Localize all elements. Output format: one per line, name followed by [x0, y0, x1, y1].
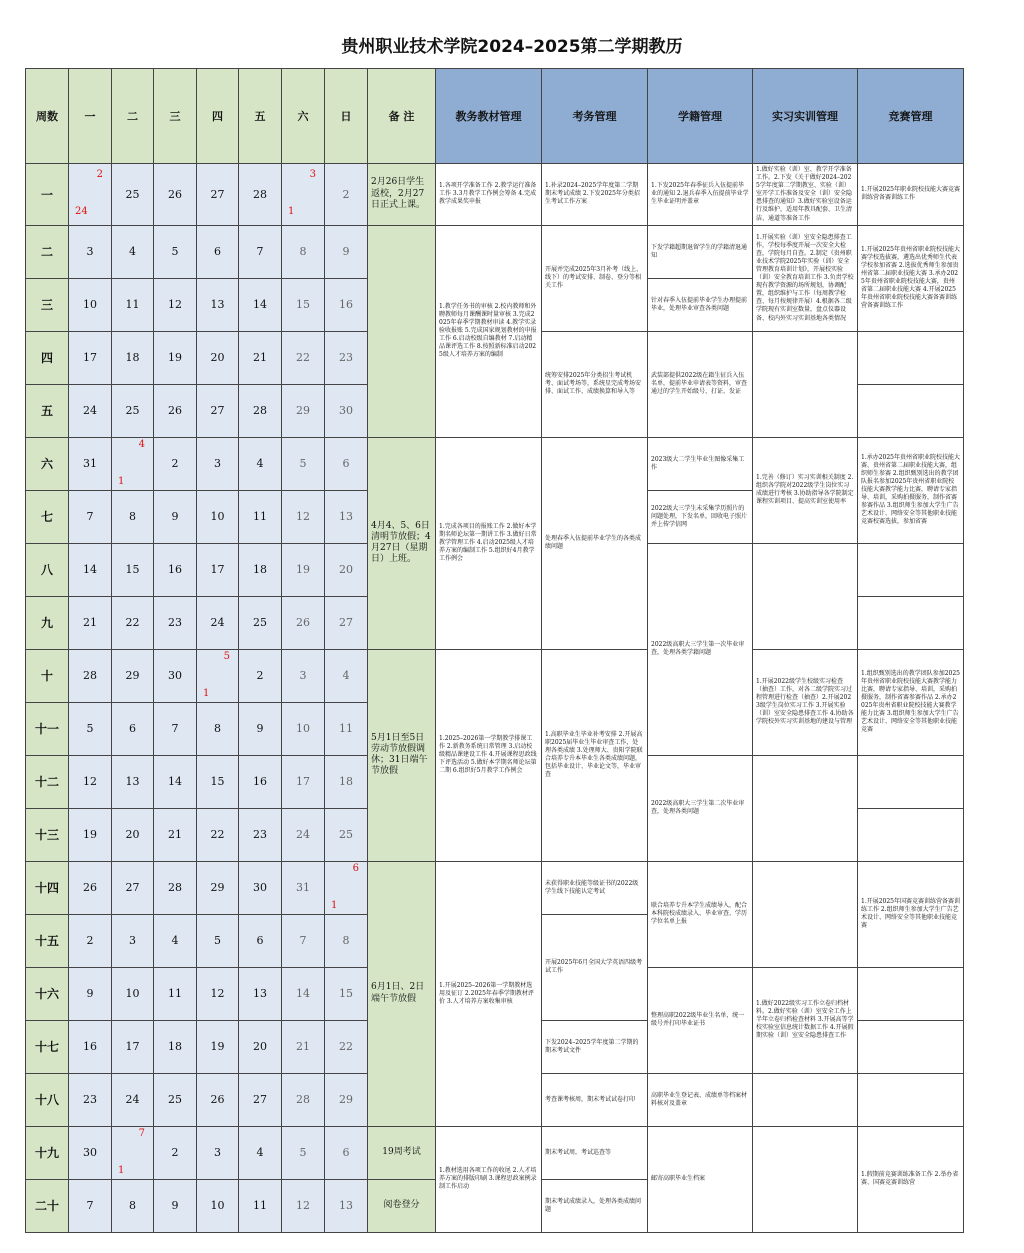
jingsai-cell: 1.承办2025年贵州省职业院校技能大赛、贵州省第二届职业技能大赛，组织师生参赛 2.组织甄别选出的教学团队报名参加2025年贵州省职业院校技能大赛教学能力比赛，聘请专家指导、培训，采购拍摄服务，制作省赛参赛作品 3.组织师生参加大学生广告艺术设计、网络安全等其他职业技能竞赛校赛选拔，参加省赛: [858, 437, 964, 543]
kaowu-cell: 统筹安排2025年分类招生考试机考、面试考场等，系统星完成考场安排、面试工作、成绩换算和导入等: [542, 331, 648, 437]
note-cell: [368, 225, 436, 437]
shixi-cell: 1.开展实验（训）室安全隐患排查工作，学校每季度开展一次安全大检查，学院每月自查。2.制定《贵州职业技术学院2025年实验（训）安全管理教育培训计划》，开展校实验（训）安全教育培训工作 3.负责学校现有教学资源的场所规划，协调配置，组织维护与工作（每周教学检查、每月按规律开展）4.根据各二级学院现有实训室数量，盘点仪器设备、校内外实习实训基地各类情况: [753, 225, 858, 331]
day-cell: 30: [325, 384, 368, 437]
shixi-cell: 1.做好2022级实习工作立卷归档材料。2.做好实验（训）室安全工作上半年立卷归档检查材料 3.开展高等学校实验室信息统计数据工作 4.开展假期实验（训）室安全隐患排查工作: [753, 967, 858, 1073]
jingsai-cell: [858, 755, 964, 808]
jiaowu-cell: 1.2025–2026第一学期教学排课工作 2.新教务系统日常管理 3.启动校级精品课建设工作 4.开展课程思政线下评选活动 5.做好本学期名师论坛第二期 6.组织好5月教学工作例会: [436, 649, 542, 861]
day-cell: 27: [197, 164, 239, 226]
shixi-cell: [753, 1073, 858, 1126]
day-cell: 12: [282, 490, 325, 543]
jingsai-cell: [858, 1073, 964, 1126]
day-cell: 26: [154, 384, 197, 437]
day-cell: 23: [154, 596, 197, 649]
day-cell: 11: [154, 967, 197, 1020]
new-month-number: 4: [138, 438, 145, 450]
jingsai-cell: 1.开展2025年贵州省职业院校技能大赛学校选拔赛，遴选出优秀师生代表学校参加省赛 2.选拔优秀师生参加贵州省第二届职业技能大赛 3.承办2025年贵州省职业院校技能大赛，贵州省第二届职业技能大赛 4.开展2025年贵州省职业院校技能大赛备赛训练营备赛训练工作: [858, 225, 964, 331]
day-cell: 2: [325, 164, 368, 226]
day-cell: 30: [69, 1126, 112, 1179]
day-cell: 22: [325, 1020, 368, 1073]
day-cell: 16: [154, 543, 197, 596]
shixi-cell: 1.开展2022级学生校级实习检查（抽查）工作，对各二级学院实习过程管理进行检查（抽查）2.开展2023级学生岗位实习工作 3.开展实验（训）室安全隐患排查工作 4.协助各学院校外实习实训基地的建设与管理: [753, 649, 858, 755]
kaowu-cell: 开展并完成2025年3月补考（线上、线下）的考试安排、制卷、登分等相关工作: [542, 225, 648, 331]
day-cell: 24: [69, 384, 112, 437]
day-cell: 15: [282, 278, 325, 331]
header-day: 三: [154, 69, 197, 164]
day-cell: 30: [239, 861, 282, 914]
header-week: 周数: [26, 69, 69, 164]
teaching-calendar-table: [25, 68, 964, 1233]
kaowu-cell: 1.高职毕业生毕业补考安排 2.开展高职2025届毕业生毕业审查工作，处理各类成绩 3.处理师大、贵阳学院联合培养专升本毕业生各类成绩问题，包括毕业设计、毕业论文等，毕业审查: [542, 649, 648, 861]
shixi-cell: [753, 861, 858, 967]
day-cell: 30: [154, 649, 197, 702]
xueji-cell: 1.下发2025年春季征兵入伍提前毕业的通知 2.退兵春季入伍提前毕业学生毕业证明并盖章: [648, 164, 753, 226]
day-cell: 21: [282, 1020, 325, 1073]
day-cell: 22: [197, 808, 239, 861]
kaowu-cell: 考查课考核周，期末考试试卷打印: [542, 1073, 648, 1126]
day-cell: 14: [69, 543, 112, 596]
day-cell: 24: [282, 808, 325, 861]
week-label: 十: [26, 649, 69, 702]
day-cell: 5: [69, 702, 112, 755]
day-cell: 19: [69, 808, 112, 861]
day-cell: 10: [69, 278, 112, 331]
day-cell: 28: [69, 649, 112, 702]
shixi-cell: [753, 331, 858, 437]
header-xueji: 学籍管理: [648, 69, 753, 164]
week-label: 七: [26, 490, 69, 543]
day-cell: 26: [154, 164, 197, 226]
day-cell: 5: [197, 914, 239, 967]
week-label: 十七: [26, 1020, 69, 1073]
day-cell: 27: [325, 596, 368, 649]
kaowu-cell: 期末考试成绩录入，处理各类成绩问题: [542, 1179, 648, 1232]
day-cell: 18: [154, 1020, 197, 1073]
day-cell: 12: [282, 1179, 325, 1232]
day-cell: 6: [325, 1126, 368, 1179]
note-cell: 4月4、5、6日清明节放假；4月27日（星期日）上班。: [368, 437, 436, 649]
jiaowu-cell: 1.完成各项目的报账工作 2.做好本学期名师论坛第一期讲工作 3.做好日常教学管理工作 4.启动2025级人才培养方案的编制工作 5.组织好4月教学工作例会: [436, 437, 542, 649]
day-cell: 14: [239, 278, 282, 331]
jiaowu-cell: 1.教学任务书的审核 2.校内教师和外聘教师每月课酬课时量审核 3.完成2025年春季学期教材审读 4.教学实录验收报账 5.完成国家规划教材的申报工作 6.启动校级自编教材 7.启动精品课评选工作 8.按照新标准启动2025级人才培养方案的编制: [436, 225, 542, 437]
day-cell: 5: [154, 225, 197, 278]
note-cell: 19周考试: [368, 1126, 436, 1179]
week-label: 八: [26, 543, 69, 596]
jingsai-cell: [858, 596, 964, 649]
week-label: 五: [26, 384, 69, 437]
month-transition-cell: [112, 437, 154, 490]
month-transition-cell: [197, 649, 239, 702]
jingsai-cell: [858, 1020, 964, 1073]
xueji-cell: 2022级大三学生未采集学历照片的问题处理，下发名单，回收电子照片并上传学信网: [648, 490, 753, 543]
week-label: 十三: [26, 808, 69, 861]
day-cell: 21: [239, 331, 282, 384]
jingsai-cell: 1.开展2025年国赛竞赛训练营备赛训练工作 2.组织师生参加大学生广告艺术设计、网络安全等其他职业技能竞赛: [858, 861, 964, 967]
day-cell: 9: [69, 967, 112, 1020]
day-cell: 7: [282, 914, 325, 967]
day-cell: 29: [282, 384, 325, 437]
week-label: 九: [26, 596, 69, 649]
day-cell: 3: [197, 1126, 239, 1179]
shixi-cell: 1.做好实验（训）室、教学开学准备工作。2.下发《关于做好2024–2025学年度第二学期教室、实验（训）室开学工作准备及安全（训）安全隐患排查的通知》3.做好实验室设备运行及维护，适用年教具配套、卫生清洁、通道等准备工作: [753, 164, 858, 226]
note-cell: 5月1日至5日劳动节放假调休；31日端午节放假: [368, 649, 436, 861]
day-cell: 10: [112, 967, 154, 1020]
day-cell: 10: [197, 490, 239, 543]
day-cell: 21: [154, 808, 197, 861]
day-cell: 28: [282, 1073, 325, 1126]
day-cell: 16: [325, 278, 368, 331]
day-cell: 4: [239, 1126, 282, 1179]
day-cell: 8: [282, 225, 325, 278]
day-cell: 5: [282, 1126, 325, 1179]
day-cell: 14: [282, 967, 325, 1020]
day-cell: 4: [154, 914, 197, 967]
day-cell: 25: [154, 1073, 197, 1126]
day-cell: 8: [325, 914, 368, 967]
day-cell: 23: [69, 1073, 112, 1126]
day-cell: 4: [325, 649, 368, 702]
day-cell: 20: [112, 808, 154, 861]
jiaowu-cell: 1.各项开学准备工作 2.教学运行准备工作 3.3月教学工作例会筹备 4.完成教学成果奖申报: [436, 164, 542, 226]
day-cell: 10: [197, 1179, 239, 1232]
week-row: [26, 649, 964, 702]
xueji-cell: 整理高职2022级毕业生名单，统一级号并打印毕业证书: [648, 967, 753, 1073]
day-cell: 15: [197, 755, 239, 808]
header-day: 二: [112, 69, 154, 164]
header-day: 六: [282, 69, 325, 164]
new-month-number: 5: [223, 650, 230, 662]
new-month-number: 2: [96, 169, 103, 181]
kaowu-cell: 开展2025年6月全国大学英语四级考试工作: [542, 914, 648, 1020]
day-cell: 20: [239, 1020, 282, 1073]
day-cell: 18: [112, 331, 154, 384]
week-label: 二十: [26, 1179, 69, 1232]
day-cell: 7: [154, 702, 197, 755]
week-label: 十一: [26, 702, 69, 755]
day-cell: 31: [282, 861, 325, 914]
day-cell: 2: [239, 649, 282, 702]
header-day: 一: [69, 69, 112, 164]
day-cell: 11: [112, 278, 154, 331]
previous-month-day: 1: [288, 206, 295, 218]
day-cell: 2: [69, 914, 112, 967]
xueji-cell: 武装部提供2022级在籍生征兵入伍名单，提前毕业申请表等资料，审查通过的学生开始级号、打证、发证: [648, 331, 753, 437]
day-cell: 15: [112, 543, 154, 596]
day-cell: 9: [154, 490, 197, 543]
xueji-cell: 2022级高职大三学生第一次毕业审查，处理各类学籍问题: [648, 543, 753, 755]
day-cell: 8: [197, 702, 239, 755]
week-row: [26, 437, 964, 490]
day-cell: 10: [282, 702, 325, 755]
day-cell: 28: [154, 861, 197, 914]
day-cell: 17: [197, 543, 239, 596]
new-month-number: 3: [309, 169, 316, 181]
xueji-cell: 邮寄高职毕业生档案: [648, 1126, 753, 1232]
day-cell: 4: [239, 437, 282, 490]
kaowu-cell: 下发2024–2025学年度第二学期的期末考试文件: [542, 1020, 648, 1073]
kaowu-cell: 期末考试周，考试巡查等: [542, 1126, 648, 1179]
shixi-cell: 1.完善（修订）实习实训相关制度 2.组织各学院对2022级学生岗位实习成绩进行考核 3.协助指导各学院制定课程实训项目、提高实训室使用率: [753, 437, 858, 543]
day-cell: 2: [154, 437, 197, 490]
week-label: 十四: [26, 861, 69, 914]
xueji-cell: 2022级高职大三学生第二次毕业审查，处理各类问题: [648, 755, 753, 861]
week-label: 一: [26, 164, 69, 226]
day-cell: 27: [112, 861, 154, 914]
day-cell: 23: [239, 808, 282, 861]
jingsai-cell: 1.开展2025年职业院校技能大赛竞赛训练营备赛训练工作: [858, 164, 964, 226]
jingsai-cell: 1.组织甄别选出的教学团队参加2025年贵州省职业院校技能大赛教学能力比赛，聘请专家指导、培训，采购拍摄服务，制作省赛参赛作品 2.承办2025年贵州省职业院校技能大赛教学能力比赛 3.组织师生参加大学生广告艺术设计、网络安全等其他职业技能竞赛: [858, 649, 964, 755]
day-cell: 24: [197, 596, 239, 649]
day-cell: 8: [112, 1179, 154, 1232]
day-cell: 25: [325, 808, 368, 861]
day-cell: 2: [154, 1126, 197, 1179]
previous-month-day: 24: [75, 206, 88, 218]
day-cell: 23: [325, 331, 368, 384]
day-cell: 25: [239, 596, 282, 649]
day-cell: 13: [239, 967, 282, 1020]
previous-month-day: 1: [118, 475, 125, 487]
page-title: 贵州职业技术学院2024–2025第二学期教历: [341, 37, 683, 57]
day-cell: 9: [239, 702, 282, 755]
day-cell: 26: [69, 861, 112, 914]
day-cell: 26: [197, 1073, 239, 1126]
day-cell: 11: [239, 1179, 282, 1232]
week-row: [26, 1126, 964, 1179]
new-month-number: 7: [138, 1127, 145, 1139]
day-cell: 7: [69, 490, 112, 543]
day-cell: 8: [112, 490, 154, 543]
day-cell: 16: [69, 1020, 112, 1073]
note-cell: 阅卷登分: [368, 1179, 436, 1232]
day-cell: 4: [112, 225, 154, 278]
day-cell: 25: [112, 384, 154, 437]
week-label: 六: [26, 437, 69, 490]
shixi-cell: [753, 1126, 858, 1232]
jingsai-cell: 1.假期前竞赛训练准备工作 2.举办省赛、国赛竞赛训练营: [858, 1126, 964, 1232]
month-transition-cell: [325, 861, 368, 914]
previous-month-day: 1: [203, 687, 210, 699]
header-day: 日: [325, 69, 368, 164]
day-cell: 13: [325, 1179, 368, 1232]
day-cell: 14: [154, 755, 197, 808]
week-row: [26, 225, 964, 278]
day-cell: 13: [112, 755, 154, 808]
day-cell: 13: [325, 490, 368, 543]
day-cell: 28: [239, 164, 282, 226]
day-cell: 3: [282, 649, 325, 702]
day-cell: 29: [325, 1073, 368, 1126]
header-day: 五: [239, 69, 282, 164]
day-cell: 12: [154, 278, 197, 331]
day-cell: 28: [239, 384, 282, 437]
month-transition-cell: [112, 1126, 154, 1179]
header-note: 备 注: [368, 69, 436, 164]
week-row: [26, 861, 964, 914]
day-cell: 3: [69, 225, 112, 278]
kaowu-cell: 处理春季入伍提前毕业学生的各类成绩问题: [542, 437, 648, 649]
day-cell: 7: [69, 1179, 112, 1232]
day-cell: 18: [325, 755, 368, 808]
day-cell: 24: [112, 1073, 154, 1126]
day-cell: 26: [282, 596, 325, 649]
day-cell: 22: [112, 596, 154, 649]
week-label: 十二: [26, 755, 69, 808]
jingsai-cell: [858, 967, 964, 1020]
day-cell: 20: [325, 543, 368, 596]
jingsai-cell: [858, 331, 964, 384]
week-label: 三: [26, 278, 69, 331]
day-cell: 6: [239, 914, 282, 967]
day-cell: 3: [197, 437, 239, 490]
day-cell: 19: [282, 543, 325, 596]
previous-month-day: 1: [118, 1164, 125, 1176]
day-cell: 16: [239, 755, 282, 808]
week-label: 二: [26, 225, 69, 278]
day-cell: 21: [69, 596, 112, 649]
note-cell: 6月1日、2日端午节放假: [368, 861, 436, 1126]
xueji-cell: 联合培养专升本学生成绩导入，配合本科院校成绩录入、毕业审查、学历学位名单上报: [648, 861, 753, 967]
day-cell: 17: [112, 1020, 154, 1073]
day-cell: 3: [112, 914, 154, 967]
jiaowu-cell: 1.教材选用各项工作的收尾 2.人才培养方案的排版印刷 3.课程思政案例录制工作启动: [436, 1126, 542, 1232]
header-day: 四: [197, 69, 239, 164]
header-kaowu: 考务管理: [542, 69, 648, 164]
day-cell: 11: [239, 490, 282, 543]
day-cell: 12: [69, 755, 112, 808]
day-cell: 7: [239, 225, 282, 278]
day-cell: 17: [282, 755, 325, 808]
week-row: [26, 164, 964, 226]
day-cell: 19: [154, 331, 197, 384]
week-label: 四: [26, 331, 69, 384]
day-cell: 5: [282, 437, 325, 490]
header-jingsai: 竞赛管理: [858, 69, 964, 164]
day-cell: 9: [325, 225, 368, 278]
day-cell: 27: [239, 1073, 282, 1126]
note-cell: 2月26日学生返校，2月27日正式上课。: [368, 164, 436, 226]
previous-month-day: 1: [331, 899, 338, 911]
month-transition-cell: [282, 164, 325, 226]
day-cell: 29: [197, 861, 239, 914]
day-cell: 20: [197, 331, 239, 384]
day-cell: 31: [69, 437, 112, 490]
header-jiaowu: 教务教材管理: [436, 69, 542, 164]
month-transition-cell: [69, 164, 112, 226]
jingsai-cell: [858, 808, 964, 861]
jiaowu-cell: 1.开展2025–2026第一学期教材选用及征订 2.2025年春季学期教材评价 3.人才培养方案收集审核: [436, 861, 542, 1126]
day-cell: 6: [197, 225, 239, 278]
day-cell: 13: [197, 278, 239, 331]
day-cell: 22: [282, 331, 325, 384]
day-cell: 6: [325, 437, 368, 490]
week-label: 十六: [26, 967, 69, 1020]
day-cell: 6: [112, 702, 154, 755]
day-cell: 29: [112, 649, 154, 702]
xueji-cell: 针对春季入伍提前毕业学生办理提前毕业，处理毕业审查各类问题: [648, 278, 753, 331]
day-cell: 27: [197, 384, 239, 437]
week-label: 十九: [26, 1126, 69, 1179]
day-cell: 9: [154, 1179, 197, 1232]
shixi-cell: [753, 543, 858, 649]
week-label: 十五: [26, 914, 69, 967]
day-cell: 11: [325, 702, 368, 755]
shixi-cell: [753, 755, 858, 861]
xueji-cell: 高职毕业生登记表、成绩单等档案材料核对及盖章: [648, 1073, 753, 1126]
day-cell: 17: [69, 331, 112, 384]
xueji-cell: 2023级大二学生毕业生图像采集工作: [648, 437, 753, 490]
week-label: 十八: [26, 1073, 69, 1126]
day-cell: 18: [239, 543, 282, 596]
kaowu-cell: 1.补录2024–2025学年度第二学期期末考试成绩 2.下发2025年分类招生考试工作方案: [542, 164, 648, 226]
day-cell: 19: [197, 1020, 239, 1073]
jingsai-cell: [858, 384, 964, 437]
new-month-number: 6: [352, 862, 359, 874]
day-cell: 15: [325, 967, 368, 1020]
jingsai-cell: [858, 543, 964, 596]
kaowu-cell: 未获得职业技能等级证书的2022级学生线下技能认定考试: [542, 861, 648, 914]
header-shixi: 实习实训管理: [753, 69, 858, 164]
day-cell: 12: [197, 967, 239, 1020]
xueji-cell: 下发学籍超期退留学生的学籍清退通知: [648, 225, 753, 278]
day-cell: 25: [112, 164, 154, 226]
